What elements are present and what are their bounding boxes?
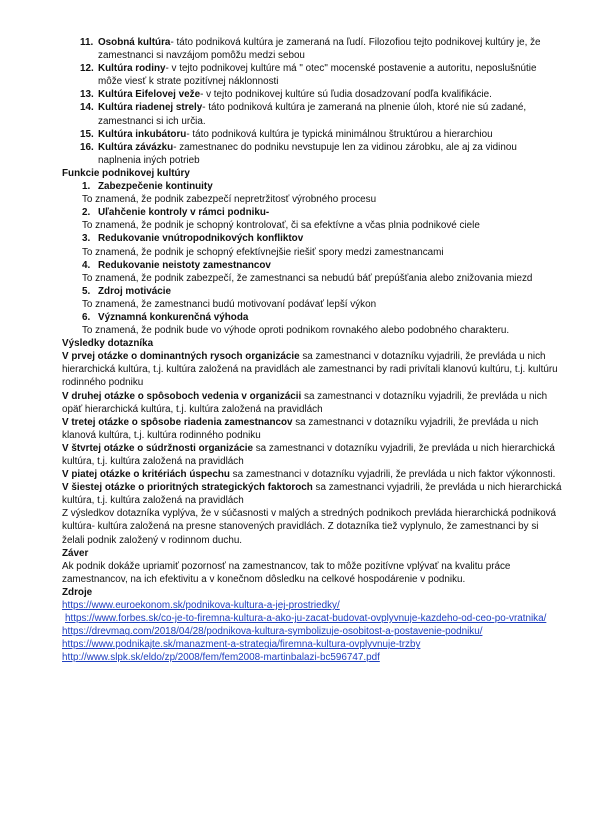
result-text: sa zamestnanci v dotazníku vyjadrili, že prevláda u nich klanová kultúra, t.j. kultúra rodinného podniku [62,416,539,441]
culture-types-list [62,36,562,167]
function-number: 5. [82,285,91,297]
source-link[interactable]: https://www.forbes.sk/co-je-to-firemna-kultura-a-ako-ju-zacat-budovat-ovplyvnuje-kazdeho-od-ceo-po-vratnika/ [65,613,547,625]
function-number: 2. [82,207,91,219]
function-title-text: Redukovanie vnútropodnikových konfliktov [98,233,304,245]
result-text: sa zamestnanci v dotazníku vyjadrili, že prevláda u nich opäť hierarchická kultúra, t.j. kultúra založená na pravidlách [62,390,548,415]
culture-description: - táto podniková kultúra je typická minimálnou štruktúrou a hierarchiou [186,128,493,140]
culture-term: Kultúra riadenej strely [98,102,203,114]
source-link[interactable]: https://www.podnikajte.sk/manazment-a-strategia/firemna-kultura-ovplyvnuje-trzby [62,639,421,651]
function-description: To znamená, že podnik bude vo výhode oproti podnikom rovnakého alebo podobného charakteru. [82,325,510,337]
list-number: 11. [80,37,94,48]
result-paragraph [62,416,562,442]
culture-description: - v tejto podnikovej kultúre sú ľudia dosadzovaní podľa kvalifikácie. [200,89,492,101]
result-paragraph [62,442,562,468]
function-number: 6. [82,311,91,323]
list-item [62,88,562,101]
function-title [62,259,562,272]
sources-heading: Zdroje [62,586,93,598]
result-paragraph [62,481,562,507]
list-number: 15. [80,128,94,140]
result-paragraph [62,468,562,481]
list-item [62,62,562,88]
list-number: 14. [80,102,94,114]
list-number: 13. [80,89,94,101]
list-item [62,101,562,127]
list-item [62,141,562,167]
culture-description: - zamestnanec do podniku nevstupuje len za vidinou zárobku, ale aj za vidinou naplnenia iných potrieb [98,141,517,166]
list-number: 16. [80,141,94,153]
document-page [62,36,562,665]
function-title-text: Zabezpečenie kontinuity [98,181,213,193]
result-text: sa zamestnanci v dotazníku vyjadrili, že prevláda u nich faktor výkonnosti. [229,469,556,481]
function-title [62,311,562,324]
function-description: To znamená, že podnik zabezpečí, že zamestnanci sa nebudú báť prepúšťania alebo znižovania miezd [82,272,533,284]
culture-term: Kultúra Eifelovej veže [98,89,201,101]
result-paragraph [62,350,562,389]
function-title [62,206,562,219]
result-lead: V piatej otázke o kritériách úspechu [62,469,230,481]
source-link[interactable]: http://www.slpk.sk/eldo/zp/2008/fem/fem2008-martinbalazi-bc596747.pdf [62,652,380,664]
function-title-text: Redukovanie neistoty zamestnancov [98,259,271,271]
functions-heading: Funkcie podnikovej kultúry [62,167,190,179]
culture-description: - v tejto podnikovej kultúre má " otec" mocenské postavenie a autoritu, neposlušnútie môže viesť k strate pozitívnej náklonnosti [98,63,537,88]
culture-description: - táto podniková kultúra je zameraná na ľudí. Filozofiou tejto podnikovej kultúry je, že zamestnanci si navzájom pomôžu medzi sebou [98,37,541,62]
function-number: 4. [82,259,91,271]
source-link[interactable]: https://www.euroekonom.sk/podnikova-kultura-a-jej-prostriedky/ [62,600,340,612]
culture-description: - táto podniková kultúra je zameraná na plnenie úloh, ktoré nie sú zadané, zamestnanci si ich určia. [98,102,527,127]
conclusion-text: Ak podnik dokáže upriamiť pozornosť na zamestnancov, tak to môže pozitívne vplývať na kvalitu práce zamestnancov, na ich efektivitu a v konečnom dôsledku na celkové hospodárenie v podniku. [62,560,511,585]
culture-term: Osobná kultúra [98,37,171,48]
result-text: sa zamestnanci v dotazníku vyjadrili, že prevláda u nich hierarchická kultúra, t.j. kultúra založená na pravidlách [62,442,555,467]
conclusion-heading: Záver [62,547,89,559]
result-paragraph [62,390,562,416]
function-title [62,285,562,298]
result-lead: V druhej otázke o spôsoboch vedenia v organizácii [62,390,302,402]
result-text: sa zamestnanci vyjadrili, že prevláda u nich hierarchická kultúra, t.j. kultúra založená na pravidlách [62,482,562,507]
results-heading: Výsledky dotazníka [62,338,154,350]
result-lead: V tretej otázke o spôsobe riadenia zamestnancov [62,416,293,428]
result-lead: V šiestej otázke o prioritných strategických faktoroch [62,482,313,494]
function-description: To znamená, že podnik zabezpečí nepretržitosť výrobného procesu [82,194,377,206]
function-number: 3. [82,233,91,245]
function-description: To znamená, že zamestnanci budú motivovaní podávať lepší výkon [82,298,377,310]
results-summary: Z výsledkov dotazníka vyplýva, že v súčasnosti v malých a stredných podnikoch prevláda hierarchická podniková kultúra- kultúra založená na presne stanovených pravidlách. Z dotazníka tiež vyplynulo, že zamestnanci by si želali podnik založený v rodinnom duchu. [62,508,556,546]
function-title-text: Zdroj motivácie [98,285,171,297]
source-link[interactable]: https://drevmag.com/2018/04/28/podnikova-kultura-symbolizuje-osobitost-a-postavenie-podniku/ [62,626,483,638]
list-number: 12. [80,63,94,75]
list-item [62,36,562,62]
function-title-text: Významná konkurenčná výhoda [98,311,249,323]
culture-term: Kultúra rodiny [98,63,166,75]
culture-term: Kultúra inkubátoru [98,128,187,140]
result-text: sa zamestnanci v dotazníku vyjadrili, že prevláda u nich hierarchická kultúra, t.j. kultúra založená na pravidlách ale zamestnanci by radi privítali klanovú kultúru, t.j. kultúru rodinného podniku [62,351,558,389]
function-title-text: Uľahčenie kontroly v rámci podniku- [98,207,270,219]
result-lead: V prvej otázke o dominantných rysoch organizácie [62,351,300,363]
function-description: To znamená, že podnik je schopný efektívnejšie riešiť spory medzi zamestnancami [82,246,444,258]
culture-term: Kultúra závázku [98,141,174,153]
list-item [62,128,562,141]
function-title [62,180,562,193]
function-title [62,232,562,245]
function-description: To znamená, že podnik je schopný kontrolovať, či sa efektívne a včas plnia podnikové ciele [82,220,480,232]
result-lead: V štvrtej otázke o súdržnosti organizácie [62,442,253,454]
function-number: 1. [82,181,91,193]
